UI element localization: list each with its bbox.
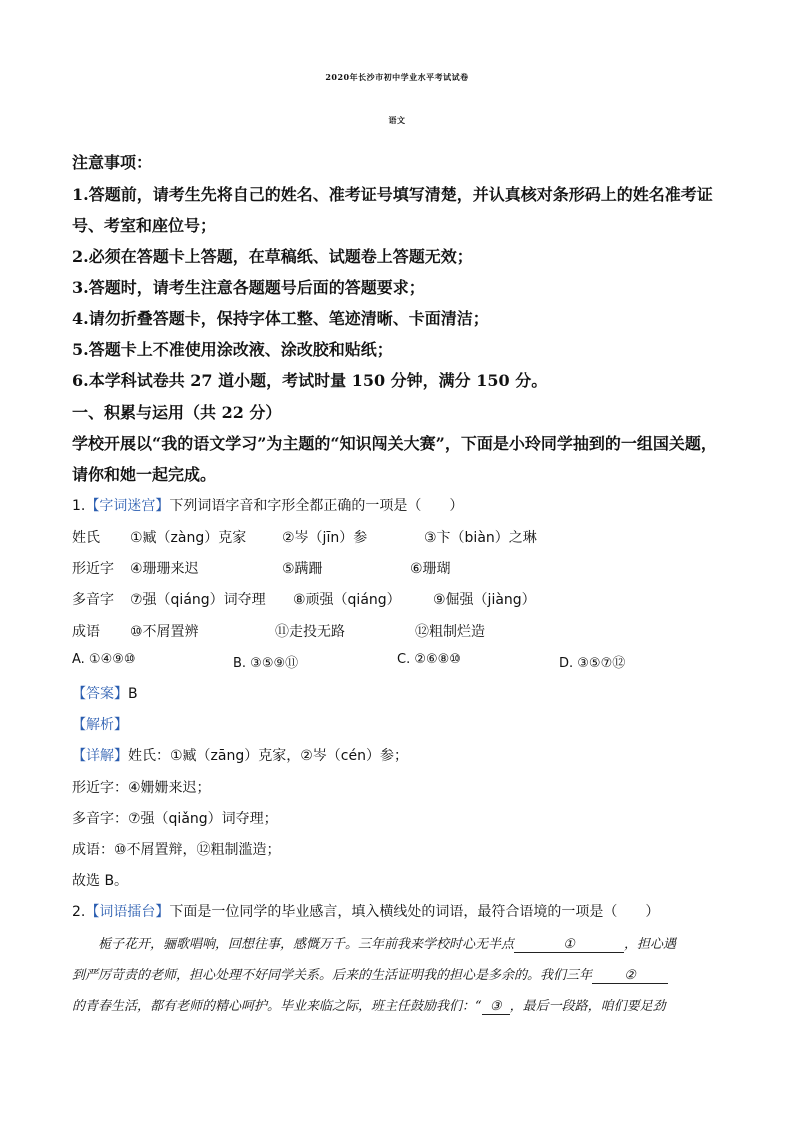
passage-line bbox=[72, 995, 666, 1015]
passage-text: ，最后一段路，咱们要足劲 bbox=[509, 999, 666, 1014]
subject-title: 语文 bbox=[388, 115, 406, 125]
answer-tag: 【答案】 bbox=[72, 686, 128, 702]
q1-item: ⑥珊瑚 bbox=[410, 561, 451, 577]
answer-line bbox=[72, 683, 138, 703]
note-line: 5.答题卡上不准使用涂改液、涂改胶和贴纸； bbox=[72, 340, 393, 359]
q1-item: ⑪走投无路 bbox=[275, 624, 345, 640]
passage-line bbox=[72, 964, 668, 984]
q2-stem-line bbox=[72, 901, 659, 921]
q1-item: ⑩不屑置辨 bbox=[130, 624, 199, 640]
option-c: C. ②⑥⑧⑩ bbox=[397, 652, 461, 667]
q2-tag: 【词语擂台】 bbox=[85, 904, 170, 920]
q2-number: 2. bbox=[72, 904, 86, 920]
q1-item: ⑨倔强（jiàng） bbox=[433, 592, 536, 608]
q1-row-label: 姓氏 bbox=[72, 530, 100, 546]
analysis-tag: 【解析】 bbox=[72, 717, 128, 733]
q1-row-label: 成语 bbox=[72, 624, 100, 640]
section-heading: 一、积累与运用（共 22 分） bbox=[72, 403, 282, 422]
q1-item: ⑫粗制烂造 bbox=[415, 624, 485, 640]
q1-number: 1. bbox=[72, 498, 86, 514]
note-line: 3.答题时，请考生注意各题题号后面的答题要求； bbox=[72, 278, 425, 297]
note-line: 6.本学科试卷共 27 道小题，考试时量 150 分钟，满分 150 分。 bbox=[72, 371, 548, 390]
q2-stem: 下面是一位同学的毕业感言，填入横线处的词语，最符合语境的一项是（ ） bbox=[169, 904, 660, 920]
q1-stem-line bbox=[72, 495, 463, 515]
intro-line: 学校开展以“我的语文学习”为主题的“知识闯关大赛”，下面是小玲同学抽到的一组国关题， bbox=[72, 434, 717, 453]
blank-1: ① bbox=[514, 937, 624, 953]
intro-line: 请你和她一起完成。 bbox=[72, 465, 217, 484]
option-b: B. ③⑤⑨⑪ bbox=[233, 656, 299, 671]
q1-item: ⑤蹒跚 bbox=[282, 561, 323, 577]
blank-2: ② bbox=[592, 968, 668, 984]
option-d: D. ③⑤⑦⑫ bbox=[559, 656, 626, 671]
detail-line: 多音字：⑦强（qiǎng）词夺理； bbox=[72, 811, 278, 827]
q1-item: ⑧顽强（qiáng） bbox=[293, 592, 401, 608]
passage-text: 到严厉苛责的老师，担心处理不好同学关系。后来的生活证明我的担心是多余的。我们三年 bbox=[72, 968, 593, 983]
q1-item: ④珊珊来迟 bbox=[130, 561, 199, 577]
note-line: 号、考室和座位号； bbox=[72, 216, 217, 235]
notes-heading: 注意事项： bbox=[72, 153, 153, 172]
detail-line: 故选 B。 bbox=[72, 873, 129, 889]
blank-3: ③ bbox=[482, 999, 510, 1015]
passage-text: ，担心遇 bbox=[624, 937, 677, 952]
q1-item: ⑦强（qiáng）词夺理 bbox=[130, 592, 266, 608]
detail-tag: 【详解】 bbox=[72, 748, 128, 764]
detail-text: 姓氏：①臧（zāng）克家，②岑（cén）参； bbox=[128, 748, 408, 764]
q1-row-label: 形近字 bbox=[72, 561, 114, 577]
note-line: 2.必须在答题卡上答题，在草稿纸、试题卷上答题无效； bbox=[72, 247, 473, 266]
detail-line bbox=[72, 745, 408, 765]
q1-item: ③卞（biàn）之琳 bbox=[424, 530, 537, 546]
note-line: 4.请勿折叠答题卡，保持字体工整、笔迹清晰、卡面清洁； bbox=[72, 309, 489, 328]
q1-row-label: 多音字 bbox=[72, 592, 114, 608]
q1-item: ②岑（jīn）参 bbox=[282, 530, 368, 546]
page-title: 2020年长沙市初中学业水平考试试卷 bbox=[325, 72, 469, 82]
answer-value: B bbox=[128, 686, 138, 702]
q1-tag: 【字词迷宫】 bbox=[85, 498, 170, 514]
detail-line: 成语：⑩不屑置辩，⑫粗制滥造； bbox=[72, 842, 281, 858]
note-line: 1.答题前，请考生先将自己的姓名、准考证号填写清楚，并认真核对条形码上的姓名准考证 bbox=[72, 185, 713, 204]
option-a: A. ①④⑨⑩ bbox=[72, 652, 136, 667]
passage-text: 栀子花开，骊歌唱响，回想往事，感慨万千。三年前我来学校时心无半点 bbox=[72, 937, 515, 952]
detail-line: 形近字：④姗姗来迟； bbox=[72, 780, 211, 796]
q1-stem: 下列词语字音和字形全都正确的一项是（ ） bbox=[169, 498, 464, 514]
passage-text: 的青春生活，都有老师的精心呵护。毕业来临之际，班主任鼓励我们：“ bbox=[72, 999, 482, 1014]
passage-line bbox=[72, 933, 676, 953]
q1-item: ①臧（zàng）克家 bbox=[130, 530, 247, 546]
